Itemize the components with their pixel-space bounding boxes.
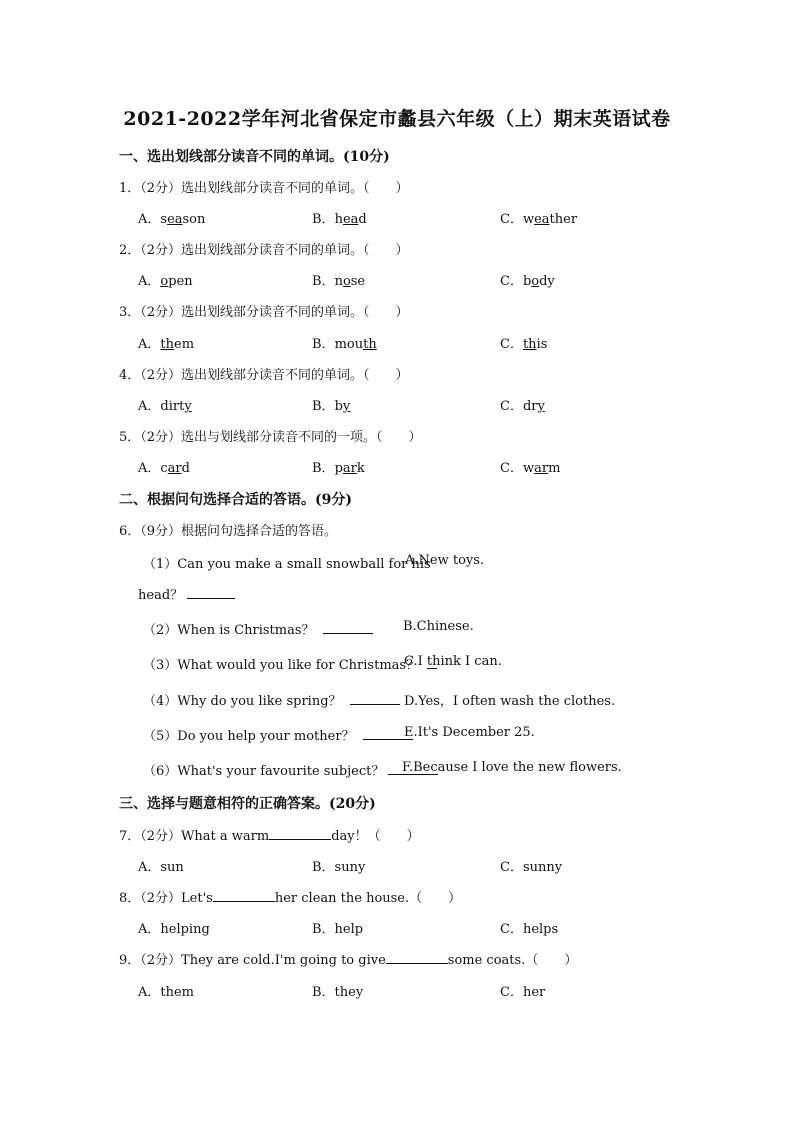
option-text: d [358, 212, 367, 227]
question-8-stem [119, 887, 461, 906]
match-question-text: head？ [138, 588, 184, 603]
option-text: k [356, 461, 365, 476]
underlined-part: ea [534, 212, 550, 227]
match-answer-f: F.Because I love the new flowers. [402, 760, 622, 775]
question-6-stem: 6．（9分）根据问句选择合适的答语。 [119, 524, 338, 539]
underlined-part: y [184, 399, 192, 414]
question-4-option-a[interactable] [138, 395, 192, 414]
question-4-stem: 4．（2分）选出划线部分读音不同的单词。（ ） [119, 368, 409, 383]
match-question-6 [143, 760, 438, 779]
match-answer-e: E.It's December 25. [404, 725, 535, 740]
question-9-stem [119, 949, 577, 968]
question-5-option-b[interactable] [312, 457, 365, 476]
underlined-part: ea [167, 212, 183, 227]
match-answer-c: C.I think I can. [404, 654, 502, 669]
answer-blank[interactable] [386, 963, 448, 964]
option-label: B． [312, 337, 335, 352]
question-4-option-b[interactable] [312, 395, 350, 414]
option-text: dy [539, 274, 555, 289]
question-3-option-b[interactable] [312, 333, 377, 352]
question-text: her clean the house.（ ） [274, 891, 462, 906]
option-text: b [522, 274, 532, 289]
underlined-part: o [342, 274, 351, 289]
match-answer-a: A.New toys. [405, 553, 485, 568]
question-text: some coats.（ ） [447, 953, 578, 968]
option-label: A． [138, 461, 161, 476]
option-label: A． [138, 212, 161, 227]
question-2-option-b[interactable] [312, 270, 365, 289]
underlined-part: y [537, 399, 545, 414]
answer-blank[interactable] [350, 704, 400, 705]
option-text: w [522, 461, 535, 476]
option-label: C． [500, 274, 523, 289]
option-text: mou [334, 337, 364, 352]
answer-blank[interactable] [213, 901, 275, 902]
option-text: b [334, 399, 343, 414]
option-label: C． [500, 461, 523, 476]
option-text: w [522, 212, 535, 227]
option-text: se [350, 274, 366, 289]
match-question-1-cont [138, 584, 235, 603]
option-text: dirt [160, 399, 185, 414]
option-text: d [181, 461, 190, 476]
question-9-option-b[interactable]: B．they [312, 985, 364, 1000]
option-text: s [160, 212, 168, 227]
page-title: 2021-2022学年河北省保定市蠡县六年级（上）期末英语试卷 [123, 108, 671, 130]
underlined-part: ar [167, 461, 182, 476]
underlined-part: o [531, 274, 540, 289]
option-label: C． [500, 399, 523, 414]
question-text: day！（ ） [331, 829, 420, 844]
answer-blank[interactable] [323, 633, 373, 634]
option-text: son [182, 212, 206, 227]
option-text: c [160, 461, 168, 476]
match-question-4 [143, 690, 400, 709]
match-question-5 [143, 725, 413, 744]
underlined-part: y [342, 399, 351, 414]
match-question-text: （5）Do you help your mother？ [143, 729, 355, 744]
option-text: p [334, 461, 343, 476]
option-label: B． [312, 212, 335, 227]
option-label: A． [138, 337, 161, 352]
option-label: C． [500, 337, 523, 352]
underlined-part: th [160, 337, 174, 352]
match-answer-b: B.Chinese. [403, 619, 474, 634]
option-label: A． [138, 399, 161, 414]
question-5-stem: 5．（2分）选出与划线部分读音不同的一项。（ ） [119, 430, 422, 445]
option-text: pen [168, 274, 193, 289]
underlined-part: ea [342, 212, 359, 227]
match-question-1: （1）Can you make a small snowball for his [143, 557, 431, 572]
question-7-option-c[interactable]: C．sunny [500, 860, 563, 875]
option-label: B． [312, 461, 335, 476]
match-question-2 [143, 619, 373, 638]
underlined-part: th [522, 337, 537, 352]
question-3-stem: 3．（2分）选出划线部分读音不同的单词。（ ） [119, 305, 409, 320]
option-text: dr [522, 399, 538, 414]
section-heading-3: 三、选择与题意相符的正确答案。(20分) [119, 796, 376, 812]
question-1-option-c[interactable] [500, 208, 577, 227]
question-2-option-a[interactable] [138, 270, 193, 289]
question-7-option-a[interactable]: A．sun [138, 860, 184, 875]
section-heading-2: 二、根据问句选择合适的答语。(9分) [119, 492, 352, 508]
option-text: is [536, 337, 548, 352]
option-label: A． [138, 274, 161, 289]
question-4-option-c[interactable] [500, 395, 545, 414]
question-9-option-a[interactable]: A．them [138, 985, 195, 1000]
answer-blank[interactable] [269, 839, 331, 840]
question-7-stem [119, 825, 420, 844]
question-1-option-a[interactable] [138, 208, 205, 227]
match-question-3 [143, 654, 437, 673]
option-text: em [174, 337, 195, 352]
underlined-part: ar [342, 461, 357, 476]
question-8-option-c[interactable]: C．helps [500, 922, 559, 937]
section-heading-1: 一、选出划线部分读音不同的单词。(10分) [119, 149, 390, 165]
underlined-part: ar [534, 461, 549, 476]
option-label: B． [312, 274, 335, 289]
match-question-text: （3）What would you like for Christmas？ [143, 658, 420, 673]
option-text: m [548, 461, 561, 476]
option-text: ther [549, 212, 578, 227]
question-2-option-c[interactable] [500, 270, 555, 289]
match-answer-d: D.Yes，I often wash the clothes. [404, 694, 616, 709]
question-5-option-c[interactable] [500, 457, 560, 476]
question-text: 8．（2分）Let's [119, 891, 213, 906]
question-7-option-b[interactable]: B．suny [312, 860, 366, 875]
question-3-option-a[interactable] [138, 333, 194, 352]
answer-blank[interactable] [187, 598, 235, 599]
question-5-option-a[interactable] [138, 457, 190, 476]
question-9-option-c[interactable]: C．her [500, 985, 546, 1000]
question-1-option-b[interactable] [312, 208, 367, 227]
option-label: C． [500, 212, 523, 227]
question-8-option-a[interactable]: A．helping [138, 922, 210, 937]
question-8-option-b[interactable]: B．help [312, 922, 364, 937]
match-question-text: （6）What's your favourite subject？ [143, 764, 385, 779]
option-label: B． [312, 399, 335, 414]
match-question-text: （2）When is Christmas？ [143, 623, 315, 638]
question-2-stem: 2．（2分）选出划线部分读音不同的单词。（ ） [119, 243, 409, 258]
underlined-part: th [363, 337, 377, 352]
match-question-text: （4）Why do you like spring？ [143, 694, 342, 709]
question-text: 7．（2分）What a warm [119, 829, 270, 844]
option-text: n [334, 274, 343, 289]
question-text: 9．（2分）They are cold.I'm going to give [119, 953, 386, 968]
question-3-option-c[interactable] [500, 333, 547, 352]
option-text: h [334, 212, 343, 227]
question-1-stem: 1．（2分）选出划线部分读音不同的单词。（ ） [119, 181, 409, 196]
underlined-part: o [160, 274, 169, 289]
